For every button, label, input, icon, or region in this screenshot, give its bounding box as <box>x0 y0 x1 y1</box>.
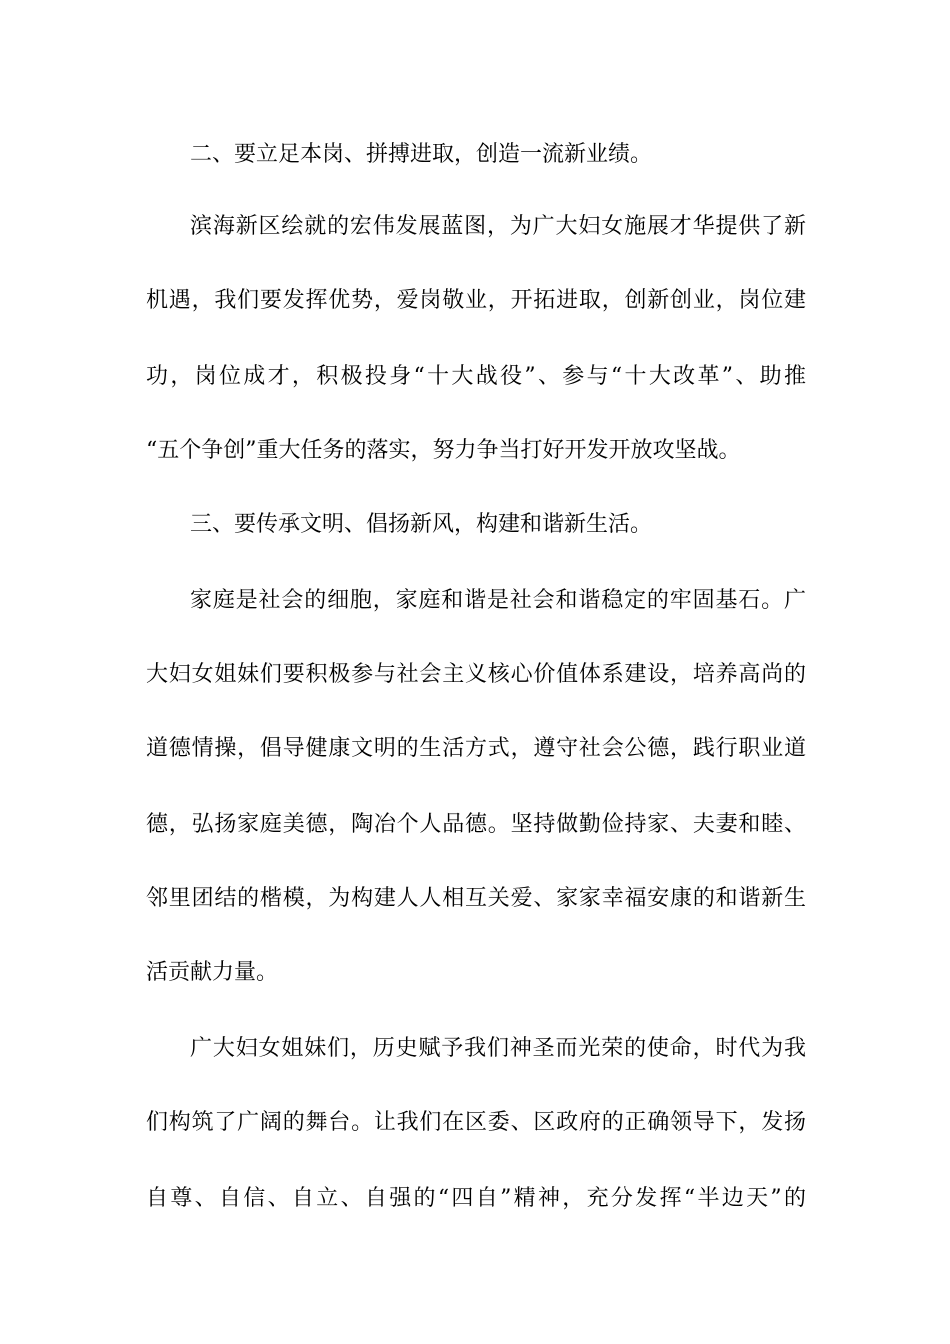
paragraph-line: 自尊、自信、自立、自强的“四自”精神，充分发挥“半边天”的 <box>146 1186 806 1211</box>
paragraph-line: 德，弘扬家庭美德，陶冶个人品德。坚持做勤俭持家、夫妻和睦、 <box>146 812 806 837</box>
paragraph-line: 广大妇女姐妹们，历史赋予我们神圣而光荣的使命，时代为我 <box>190 1036 806 1061</box>
paragraph-line: 滨海新区绘就的宏伟发展蓝图，为广大妇女施展才华提供了新 <box>190 214 806 239</box>
paragraph-line: 家庭是社会的细胞，家庭和谐是社会和谐稳定的牢固基石。广 <box>190 588 806 613</box>
paragraph-line: 功，岗位成才，积极投身“十大战役”、参与“十大改革”、助推 <box>146 364 806 389</box>
paragraph-line: 活贡献力量。 <box>146 960 279 985</box>
section-heading-2: 二、要立足本岗、拼搏进取，创造一流新业绩。 <box>190 142 653 167</box>
section-heading-3: 三、要传承文明、倡扬新风，构建和谐新生活。 <box>190 512 653 537</box>
paragraph-line: 邻里团结的楷模，为构建人人相互关爱、家家幸福安康的和谐新生 <box>146 886 806 911</box>
paragraph-line: “五个争创”重大任务的落实，努力争当打好开发开放攻坚战。 <box>146 438 741 463</box>
paragraph-line: 们构筑了广阔的舞台。让我们在区委、区政府的正确领导下，发扬 <box>146 1110 806 1135</box>
paragraph-line: 机遇，我们要发挥优势，爱岗敬业，开拓进取，创新创业，岗位建 <box>146 288 806 313</box>
paragraph-line: 大妇女姐妹们要积极参与社会主义核心价值体系建设，培养高尚的 <box>146 662 806 687</box>
paragraph-line: 道德情操，倡导健康文明的生活方式，遵守社会公德，践行职业道 <box>146 736 806 761</box>
